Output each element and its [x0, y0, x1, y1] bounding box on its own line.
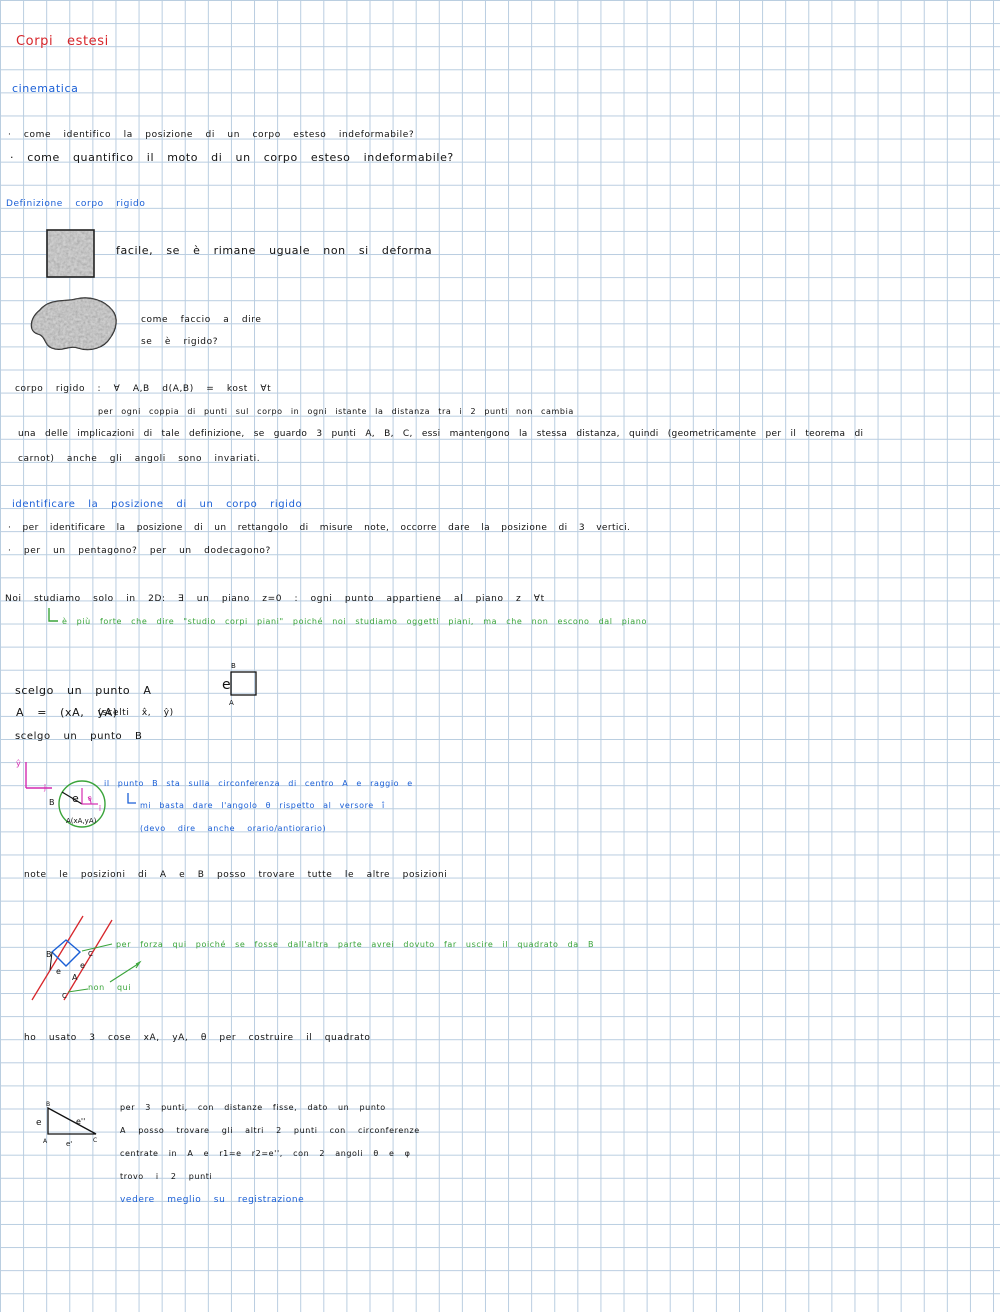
triangle-edge-e2-label: e'' — [76, 1117, 86, 1126]
choose-point-b: scelgo un punto B — [15, 731, 143, 742]
blob-question-line1: come faccio a dire — [141, 315, 262, 325]
circle-center-a-label: A(xA,yA) — [66, 817, 97, 825]
irregular-body-figure — [26, 296, 120, 354]
triangle-edge-e-label: e — [36, 1118, 42, 1128]
b-on-circle-note: il punto B sta sulla circonferenza di centro A e raggio e — [104, 779, 413, 788]
rigid-body-definition: corpo rigido : ∀ A,B d(A,B) = kost ∀t — [15, 384, 272, 394]
edge-e-label: e — [222, 677, 231, 693]
triangle-point-c-label: C — [93, 1137, 98, 1144]
square-rigid-note: facile, se è rimane uguale non si deforma — [116, 244, 433, 257]
unit-j-label: ĵ — [44, 784, 46, 792]
position-polygon-question: · per un pentagono? per un dodecagono? — [8, 546, 271, 556]
arrow-hook-icon — [124, 792, 138, 808]
point-b-label: B — [231, 662, 236, 670]
triangle-point-b-label: B — [46, 1101, 51, 1108]
triangle-note-line4: trovo i 2 punti — [120, 1172, 213, 1181]
radius-e-label: e — [72, 792, 79, 805]
page-title: Corpi estesi — [16, 34, 109, 49]
triangle-edge-e1-label: e' — [66, 1140, 73, 1148]
implication-line2: carnot) anche gli angoli sono invariati. — [18, 454, 261, 464]
triangle-note-line1: per 3 punti, con distanze fisse, dato un punto — [120, 1103, 386, 1112]
orientation-note: (devo dire anche orario/antiorario) — [140, 824, 327, 833]
angle-theta-label: θ — [88, 796, 92, 803]
axes-note: (scelti x̂, ŷ) — [98, 708, 174, 718]
square-point-b-label: B — [46, 950, 52, 959]
y-axis-label: ŷ — [16, 759, 21, 768]
square-edge-e1-label: e — [56, 967, 61, 976]
implication-line1: una delle implicazioni di tale definizione, se guardo 3 punti A, B, C, essi mantengono la stessa distanza, quindi (geometricamente per il teorema di — [18, 429, 864, 439]
triangle-figure — [30, 1100, 110, 1148]
study-2d-note: è più forte che dire "studio corpi piani" poiché noi studiamo oggetti piani, ma che non escono dal piano — [62, 617, 647, 626]
point-a-label: A — [229, 699, 234, 707]
arrow-hook-icon — [44, 607, 60, 625]
blob-question-line2: se è rigido? — [141, 337, 219, 347]
square-point-c-label: C — [88, 950, 93, 958]
position-rectangle-note: · per identificare la posizione di un rettangolo di misure note, occorre dare la posizione di 3 vertici. — [8, 523, 631, 533]
rigid-body-explanation: per ogni coppia di punti sul corpo in ogni istante la distanza tra i 2 punti non cambia — [98, 407, 574, 416]
known-positions-note: note le posizioni di A e B posso trovare tutte le altre posizioni — [24, 870, 448, 880]
section-heading-cinematica: cinematica — [12, 82, 79, 95]
choose-point-a: scelgo un punto A — [15, 684, 152, 697]
alt-point-c-label: C — [62, 992, 67, 1000]
point-a-coordinates: A = (xA, yA) — [16, 706, 118, 719]
three-parameters-note: ho usato 3 cose xA, yA, θ per costruire il quadrato — [24, 1033, 371, 1043]
triangle-note-line3: centrate in A e r1=e r2=e'', con 2 angoli θ e φ — [120, 1149, 411, 1158]
definition-heading: Definizione corpo rigido — [6, 199, 146, 209]
wrong-side-note: non qui — [88, 983, 132, 992]
question-motion: · come quantifico il moto di un corpo esteso indeformabile? — [10, 151, 454, 164]
triangle-note-line2: A posso trovare gli altri 2 punti con circonferenze — [120, 1126, 420, 1135]
study-2d-statement: Noi studiamo solo in 2D: ∃ un piano z=0 : ogni punto appartiene al piano z ∀t — [5, 594, 545, 604]
circle-point-b-label: B — [49, 798, 55, 807]
segment-ab-figure — [218, 660, 262, 708]
square-point-a-label: A — [72, 973, 78, 982]
question-position: · come identifico la posizione di un corpo esteso indeformabile? — [8, 130, 415, 140]
circle-angle-figure — [12, 754, 112, 834]
recording-reference: vedere meglio su registrazione — [120, 1195, 305, 1205]
unit-i-label: î — [99, 805, 101, 813]
correct-side-note: per forza qui poiché se fosse dall'altra parte avrei dovuto far uscire il quadrato da B — [116, 940, 595, 949]
position-heading: identificare la posizione di un corpo rigido — [12, 499, 303, 510]
angle-note: mi basta dare l'angolo θ rispetto al versore î — [140, 801, 385, 810]
square-edge-e2-label: e — [80, 961, 85, 970]
triangle-point-a-label: A — [43, 1138, 48, 1145]
rigid-square-figure — [46, 229, 96, 279]
